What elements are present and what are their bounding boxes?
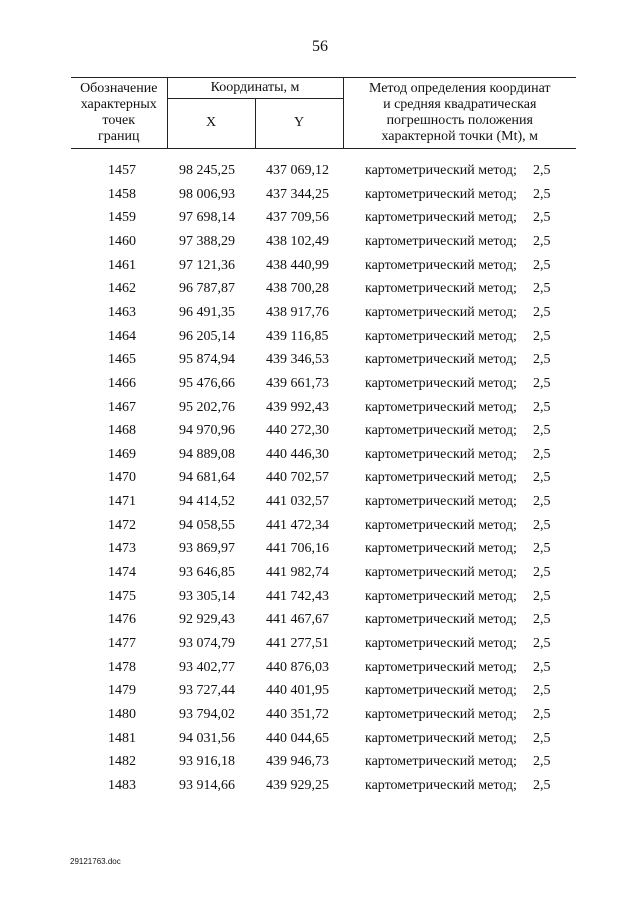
accuracy-value: 2,5 xyxy=(533,541,551,557)
coord-x: 95 476,66 xyxy=(179,375,235,391)
point-id: 1473 xyxy=(108,541,136,557)
point-id: 1479 xyxy=(108,683,136,699)
point-id: 1478 xyxy=(108,659,136,675)
coord-y: 440 876,03 xyxy=(266,659,329,675)
header-method xyxy=(343,78,576,147)
table-row xyxy=(71,185,576,205)
accuracy-value: 2,5 xyxy=(533,257,551,273)
point-id: 1475 xyxy=(108,588,136,604)
accuracy-value: 2,5 xyxy=(533,210,551,226)
coord-x: 93 794,02 xyxy=(179,706,235,722)
coord-y: 437 069,12 xyxy=(266,163,329,178)
coord-y: 440 351,72 xyxy=(266,706,329,722)
point-id: 1457 xyxy=(108,163,136,178)
point-id: 1465 xyxy=(108,352,136,368)
point-id: 1466 xyxy=(108,375,136,391)
method: картометрический метод; xyxy=(365,517,517,533)
header-col1-line: границ xyxy=(98,129,140,144)
point-id: 1474 xyxy=(108,565,136,581)
method: картометрический метод; xyxy=(365,163,517,178)
accuracy-value: 2,5 xyxy=(533,304,551,320)
header-method-line: и средняя квадратическая xyxy=(383,97,537,112)
table-row xyxy=(71,539,576,559)
method: картометрический метод; xyxy=(365,494,517,510)
coord-y: 439 661,73 xyxy=(266,375,329,391)
header-point-designation xyxy=(71,78,167,147)
method: картометрический метод; xyxy=(365,328,517,344)
method: картометрический метод; xyxy=(365,281,517,297)
coord-x: 94 970,96 xyxy=(179,423,235,439)
accuracy-value: 2,5 xyxy=(533,777,551,793)
coord-x: 94 414,52 xyxy=(179,494,235,510)
table-row xyxy=(71,374,576,394)
coord-y: 441 982,74 xyxy=(266,565,329,581)
coord-y: 438 440,99 xyxy=(266,257,329,273)
method: картометрический метод; xyxy=(365,683,517,699)
method: картометрический метод; xyxy=(365,375,517,391)
accuracy-value: 2,5 xyxy=(533,163,551,178)
accuracy-value: 2,5 xyxy=(533,446,551,462)
table-row xyxy=(71,634,576,654)
coord-y: 439 946,73 xyxy=(266,754,329,770)
coord-x: 96 491,35 xyxy=(179,304,235,320)
header-x: X xyxy=(167,99,255,146)
table-row xyxy=(71,468,576,488)
accuracy-value: 2,5 xyxy=(533,636,551,651)
coord-x: 93 305,14 xyxy=(179,588,235,604)
table-row xyxy=(71,658,576,678)
coord-y: 441 706,16 xyxy=(266,541,329,557)
point-id: 1471 xyxy=(108,494,136,510)
header-method-line: погрешность положения xyxy=(386,113,533,128)
point-id: 1468 xyxy=(108,423,136,439)
point-id: 1464 xyxy=(108,328,136,344)
coord-x: 93 914,66 xyxy=(179,777,235,793)
table-header xyxy=(71,77,576,149)
accuracy-value: 2,5 xyxy=(533,328,551,344)
accuracy-value: 2,5 xyxy=(533,588,551,604)
coord-y: 439 346,53 xyxy=(266,352,329,368)
coord-x: 97 698,14 xyxy=(179,210,235,226)
accuracy-value: 2,5 xyxy=(533,517,551,533)
method: картометрический метод; xyxy=(365,636,517,651)
table-row xyxy=(71,327,576,347)
page-number: 56 xyxy=(312,38,328,55)
coord-y: 437 709,56 xyxy=(266,210,329,226)
coord-x: 94 031,56 xyxy=(179,730,235,746)
accuracy-value: 2,5 xyxy=(533,186,551,202)
accuracy-value: 2,5 xyxy=(533,470,551,486)
point-id: 1462 xyxy=(108,281,136,297)
accuracy-value: 2,5 xyxy=(533,754,551,770)
table-row xyxy=(71,492,576,512)
accuracy-value: 2,5 xyxy=(533,612,551,628)
method: картометрический метод; xyxy=(365,210,517,226)
table-row xyxy=(71,516,576,536)
method: картометрический метод; xyxy=(365,470,517,486)
point-id: 1477 xyxy=(108,636,136,651)
coord-y: 438 700,28 xyxy=(266,281,329,297)
method: картометрический метод; xyxy=(365,754,517,770)
table-row xyxy=(71,563,576,583)
method: картометрический метод; xyxy=(365,423,517,439)
table-row xyxy=(71,350,576,370)
coord-x: 95 202,76 xyxy=(179,399,235,415)
table-row xyxy=(71,398,576,418)
coord-x: 94 889,08 xyxy=(179,446,235,462)
method: картометрический метод; xyxy=(365,588,517,604)
point-id: 1469 xyxy=(108,446,136,462)
table-row xyxy=(71,681,576,701)
header-method-line: характерной точки (Mt), м xyxy=(381,129,539,144)
coord-y: 441 742,43 xyxy=(266,588,329,604)
header-y: Y xyxy=(255,99,343,146)
coord-x: 98 006,93 xyxy=(179,186,235,202)
table-row xyxy=(71,587,576,607)
coord-y: 437 344,25 xyxy=(266,186,329,202)
coord-y: 441 277,51 xyxy=(266,636,329,651)
accuracy-value: 2,5 xyxy=(533,233,551,249)
coord-x: 96 787,87 xyxy=(179,281,235,297)
accuracy-value: 2,5 xyxy=(533,375,551,391)
coord-x: 95 874,94 xyxy=(179,352,235,368)
table-row xyxy=(71,421,576,441)
table-row xyxy=(71,776,576,796)
coord-y: 440 702,57 xyxy=(266,470,329,486)
table-row xyxy=(71,752,576,772)
coord-y: 440 044,65 xyxy=(266,730,329,746)
coord-y: 438 102,49 xyxy=(266,233,329,249)
point-id: 1458 xyxy=(108,186,136,202)
method: картометрический метод; xyxy=(365,565,517,581)
method: картометрический метод; xyxy=(365,352,517,368)
point-id: 1470 xyxy=(108,470,136,486)
coord-x: 97 388,29 xyxy=(179,233,235,249)
accuracy-value: 2,5 xyxy=(533,659,551,675)
accuracy-value: 2,5 xyxy=(533,494,551,510)
table-row xyxy=(71,705,576,725)
accuracy-value: 2,5 xyxy=(533,706,551,722)
method: картометрический метод; xyxy=(365,612,517,628)
coord-x: 93 916,18 xyxy=(179,754,235,770)
point-id: 1463 xyxy=(108,304,136,320)
coord-x: 93 074,79 xyxy=(179,636,235,651)
method: картометрический метод; xyxy=(365,446,517,462)
point-id: 1467 xyxy=(108,399,136,415)
coord-x: 94 681,64 xyxy=(179,470,235,486)
coord-y: 441 472,34 xyxy=(266,517,329,533)
method: картометрический метод; xyxy=(365,399,517,415)
accuracy-value: 2,5 xyxy=(533,730,551,746)
accuracy-value: 2,5 xyxy=(533,281,551,297)
footer-filename: 29121763.doc xyxy=(70,857,121,866)
point-id: 1460 xyxy=(108,233,136,249)
method: картометрический метод; xyxy=(365,706,517,722)
method: картометрический метод; xyxy=(365,730,517,746)
table-row xyxy=(71,729,576,749)
header-col1-line: точек xyxy=(102,113,136,128)
table-row xyxy=(71,303,576,323)
accuracy-value: 2,5 xyxy=(533,399,551,415)
coord-y: 439 116,85 xyxy=(266,328,329,344)
point-id: 1459 xyxy=(108,210,136,226)
coord-y: 438 917,76 xyxy=(266,304,329,320)
table-row xyxy=(71,161,576,181)
coord-y: 440 272,30 xyxy=(266,423,329,439)
method: картометрический метод; xyxy=(365,659,517,675)
method: картометрический метод; xyxy=(365,304,517,320)
point-id: 1461 xyxy=(108,257,136,273)
accuracy-value: 2,5 xyxy=(533,352,551,368)
point-id: 1482 xyxy=(108,754,136,770)
coord-y: 440 446,30 xyxy=(266,446,329,462)
method: картометрический метод; xyxy=(365,257,517,273)
header-coordinates: Координаты, м xyxy=(167,78,343,99)
coord-y: 441 032,57 xyxy=(266,494,329,510)
method: картометрический метод; xyxy=(365,777,517,793)
table-row xyxy=(71,232,576,252)
coord-y: 439 992,43 xyxy=(266,399,329,415)
coord-x: 92 929,43 xyxy=(179,612,235,628)
accuracy-value: 2,5 xyxy=(533,683,551,699)
coord-x: 93 869,97 xyxy=(179,541,235,557)
table-row xyxy=(71,256,576,276)
coord-y: 440 401,95 xyxy=(266,683,329,699)
point-id: 1481 xyxy=(108,730,136,746)
table-row xyxy=(71,610,576,630)
method: картометрический метод; xyxy=(365,186,517,202)
method: картометрический метод; xyxy=(365,233,517,249)
coord-y: 439 929,25 xyxy=(266,777,329,793)
point-id: 1476 xyxy=(108,612,136,628)
coord-x: 94 058,55 xyxy=(179,517,235,533)
method: картометрический метод; xyxy=(365,541,517,557)
coord-x: 93 402,77 xyxy=(179,659,235,675)
header-col1-line: характерных xyxy=(80,97,157,112)
point-id: 1472 xyxy=(108,517,136,533)
table-row xyxy=(71,279,576,299)
table-row xyxy=(71,445,576,465)
coord-x: 97 121,36 xyxy=(179,257,235,273)
coord-x: 96 205,14 xyxy=(179,328,235,344)
header-method-line: Метод определения координат xyxy=(368,81,551,96)
header-col1-line: Обозначение xyxy=(80,81,158,96)
table-row xyxy=(71,208,576,228)
point-id: 1480 xyxy=(108,706,136,722)
point-id: 1483 xyxy=(108,777,136,793)
coord-x: 98 245,25 xyxy=(179,163,235,178)
coord-y: 441 467,67 xyxy=(266,612,329,628)
coord-x: 93 727,44 xyxy=(179,683,235,699)
coord-x: 93 646,85 xyxy=(179,565,235,581)
accuracy-value: 2,5 xyxy=(533,423,551,439)
accuracy-value: 2,5 xyxy=(533,565,551,581)
